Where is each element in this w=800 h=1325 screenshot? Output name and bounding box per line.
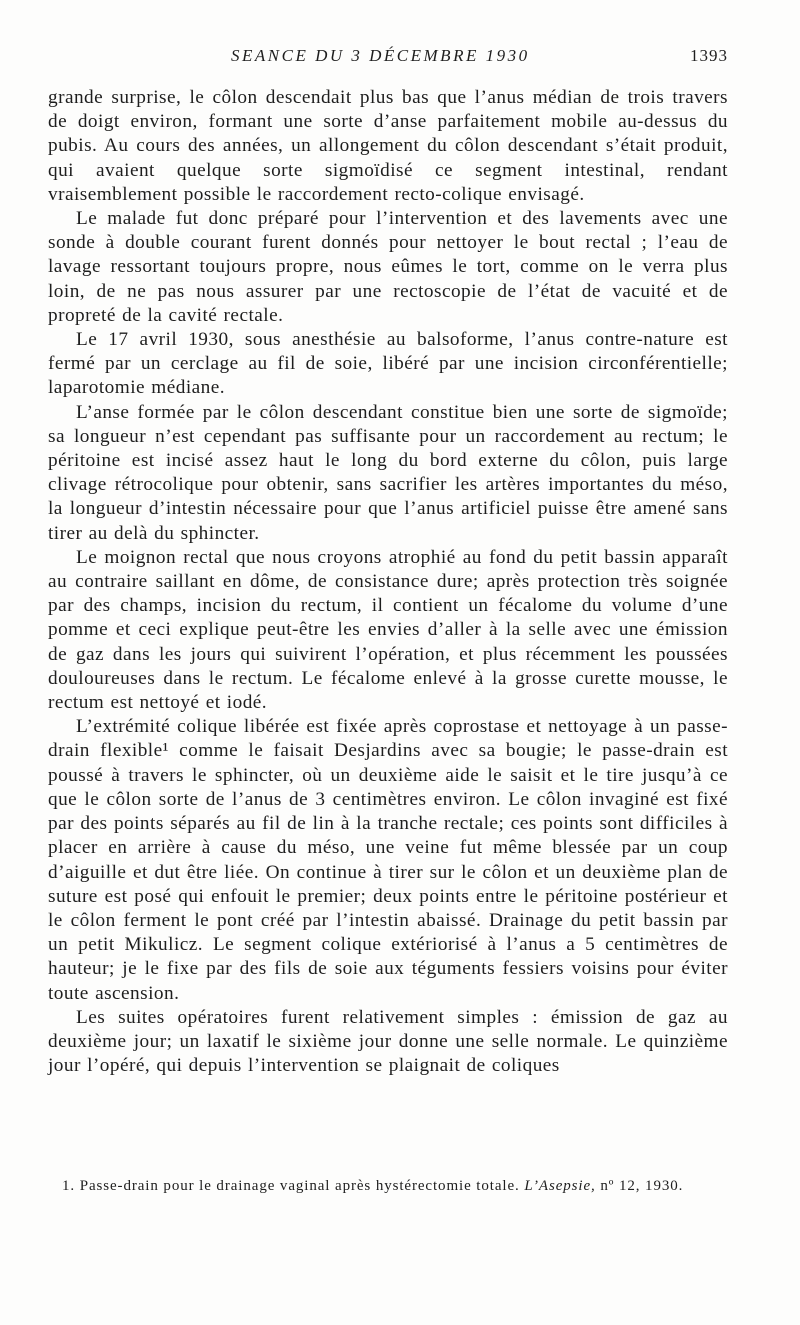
paragraph: Les suites opératoires furent relativement simples : émission de gaz au deuxième jour; un laxatif le sixième jour donne une selle normale. Le quinzième jour l’opéré, qui depuis l’intervention se plaignait de coliques xyxy=(48,1006,728,1077)
paragraph: L’anse formée par le côlon descendant constitue bien une sorte de sigmoïde; sa longueur n’est cependant pas suffisante pour un raccordement au rectum; le péritoine est incisé assez haut le long du bord externe du côlon, puis large clivage rétrocolique pour obtenir, sans sacrifier les artères importantes du méso, la longueur d’intestin nécessaire pour que l’anus artificiel puisse être amené sans tirer au delà du sphincter. xyxy=(48,401,728,544)
paragraph: Le malade fut donc préparé pour l’intervention et des lavements avec une sonde à double courant furent donnés pour nettoyer le bout rectal ; l’eau de lavage ressortant toujours propre, nous eûmes le tort, comme on le verra plus loin, de ne pas nous assurer par une rectoscopie de l’état de vacuité et de propreté de la cavité rectale. xyxy=(48,208,728,326)
footnote xyxy=(48,1176,728,1196)
footnote-reference: nº 12, 1930. xyxy=(600,1178,684,1194)
footnote-journal: L’Asepsie, xyxy=(524,1178,596,1194)
paragraph: L’extrémité colique libérée est fixée après coprostase et nettoyage à un passe-drain flexible¹ comme le faisait Desjardins avec sa bougie; le passe-drain est poussé à travers le sphincter, où un deuxième aide le saisit et le tire jusqu’à ce que le côlon sorte de l’anus de 3 centimètres environ. Le côlon invaginé est fixé par des points séparés au fil de lin à la tranche rectale; ces points sont difficiles à placer en arrière à cause du méso, une veine fut même blessée par un coup d’aiguille et dut être liée. On continue à tirer sur le côlon et un deuxième plan de suture est posé qui enfouit le premier; deux points entre le péritoine postérieur et le côlon ferment le pont créé par l’intestin abaissé. Drainage du petit bassin par un petit Mikulicz. Le segment colique extériorisé à l’anus a 5 centimètres de hauteur; je le fixe par des fils de soie aux téguments fessiers voisins pour éviter toute ascension. xyxy=(48,716,728,1004)
body-text xyxy=(48,86,728,1078)
header-title: SEANCE DU 3 DÉCEMBRE 1930 xyxy=(231,46,530,65)
paragraph: Le moignon rectal que nous croyons atrophié au fond du petit bassin apparaît au contraire saillant en dôme, de consistance dure; après protection très soignée par des champs, incision du rectum, il contient un fécalome du volume d’une pomme et ceci explique peut-être les envies d’aller à la selle avec une émission de gaz dans les jours qui suivirent l’opération, et plus récemment les poussées douloureuses dans le rectum. Le fécalome enlevé à la grosse curette mousse, le rectum est nettoyé et iodé. xyxy=(48,546,728,714)
footnote-text: Passe-drain pour le drainage vaginal après hystérectomie totale. xyxy=(79,1178,520,1194)
paragraph: grande surprise, le côlon descendait plus bas que l’anus médian de trois travers de doigt environ, formant une sorte d’anse parfaitement mobile au-dessus du pubis. Au cours des années, un allongement du côlon descendant s’était produit, qui avaient quelque sorte sigmoïdisé ce segment intestinal, rendant vraisemblement possible le raccordement recto-colique envisagé. xyxy=(48,87,728,205)
page-number: 1393 xyxy=(690,46,728,65)
running-header xyxy=(48,46,728,70)
footnote-marker: 1. xyxy=(62,1178,76,1194)
paragraph: Le 17 avril 1930, sous anesthésie au balsoforme, l’anus contre-nature est fermé par un cerclage au fil de soie, libéré par une incision circonférentielle; laparotomie médiane. xyxy=(48,329,728,399)
